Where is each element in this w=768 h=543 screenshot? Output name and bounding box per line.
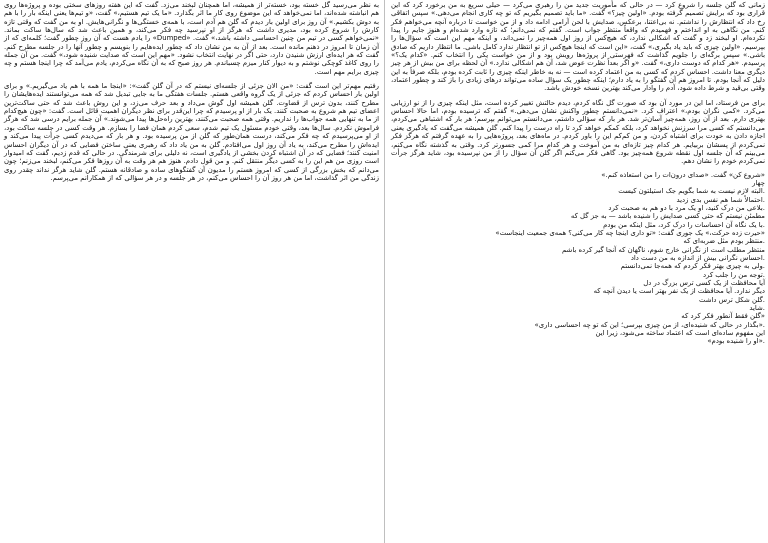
column-divider <box>384 0 385 543</box>
poem-line: .ولی به چیزی بهتر فکر کردم که همه‌جا نمی‌دانستم <box>620 262 765 271</box>
poem-line: .با یک نگاه آن احساسات را درک کرد، مثل اینکه من بودم <box>603 220 765 229</box>
poem-line: «حیرت زده حرکت،» یک جوری گفت: «تو داری اینجا چه کار می‌کنی؟ همه‌ی جمعیت اینجاست» <box>495 228 765 237</box>
poem-line: .«بگذار در حالی که شنیده‌ای، از من چیزی بپرسی؛ این که تو چه احساسی داری» <box>534 320 765 329</box>
paragraph: به نظر می‌رسید گل خسته بود، خسته‌تر از همیشه، اما همچنان لبخند می‌زد. گفت که این هفته روزهای سختی بوده و پروژه‌ها روی هم انباشته شده‌اند، اما نمی‌خواهد که این موضوع روی کار ما اثر بگذارد. «ما یک تیم هستیم،» گفت، «و تیم‌ها یعنی اینکه بار را با هم به دوش بکشیم.» آن روز برای اولین بار دیدم که گلن هم آدم است، با همه‌ی خستگی‌ها و نگرانی‌هایش. او به من گفت که وقتی تازه کارش را شروع کرده بود، مدیری داشت که هرگز از او نپرسید چه فکر می‌کند، و همین باعث شد که سال‌ها ساکت بماند. «نمی‌خواهم کسی در تیم من چنین احساسی داشته باشد،» گفت. «Dumped» را یادم هست که آن روز چطور گفت؛ کلمه‌ای که از آن زمان تا امروز در ذهنم مانده است. بعد از آن به من نشان داد که چطور ایده‌هایم را بنویسم و چطور آنها را در جلسه مطرح کنم. گفت که هر ایده‌ای ارزش شنیدن دارد، حتی اگر در نهایت انتخاب نشود. «مهم این است که صدایت شنیده شود،» گفت. من آن جمله را روی کاغذ کوچکی نوشتم و به دیوار کنار میزم چسباندم. هر روز صبح که به آن نگاه می‌کردم، یادم می‌آمد که چرا اینجا هستم و چه چیزی برایم مهم است. <box>4 1 379 76</box>
poem-line: .شاید <box>749 304 765 313</box>
poem-line: مطمئن نیستم که حتی کسی صدایش را شنیده باشد — به جز گل که <box>570 212 765 221</box>
poem-line: این مفهوم ساده‌ای است که اعتماد ساخته می‌شود، زیرا این <box>595 329 765 338</box>
paragraph: زمانی که گلن جلسه را شروع کرد — در حالی که مأموریت جدید من را رهبری می‌کرد — حیلی سریع به من برخورد کرد که این قراری بود که برایش تصمیم گرفته بودم. «اولین چیز؟» گفت. «ما باید تصمیم بگیریم که تو چه کاری انجام می‌دهی.» سپس اتفاقی رخ داد که انتظارش را نداشتم. نه بی‌اعتنا، برعکس، صدایش با لحن آرامی ادامه داد و از من خواست تا درباره آنچه می‌خواهم فکر کنم. من نگاهی به او انداختم و فهمیدم که واقعاً منتظر جواب است. گفتم که نمی‌دانم؛ که تازه وارد شده‌ام و هنوز جایم را پیدا نکرده‌ام. او لبخند زد و گفت که اشکالی ندارد، که هیچ‌کس از روز اول همه‌چیز را نمی‌داند، و اینکه مهم این است که سؤال‌ها را بپرسیم. «اولین چیزی که باید یاد بگیری،» گفت، «این است که اینجا هیچ‌کس از تو انتظار ندارد کامل باشی. ما انتظار داریم که صادق باشی.» سپس برگه‌ای را جلویم گذاشت که فهرستی از پروژه‌ها رویش بود و از من خواست یکی را انتخاب کنم. «کدام یک؟» پرسیدم. «هر کدام که دوست داری،» گفت. «و اگر بعداً نظرت عوض شد، آن هم اشکالی ندارد.» آن لحظه برای من بیش از هر چیز دیگری معنا داشت. احساس کردم که کسی به من اعتماد کرده است — نه به خاطر اینکه چیزی را ثابت کرده بودم، بلکه صرفاً به این دلیل که آنجا بودم. تا امروز هم آن گفتگو را به یاد دارم؛ اینکه چطور یک سؤال ساده می‌تواند درهای زیادی را باز کند و چطور اعتماد، وقتی بی‌قید و شرط داده شود، آدم را وادار می‌کند بهترین نسخه خودش باشد. <box>391 1 765 93</box>
paragraph: رفتیم مهم‌تر این است گفت: «من الان جزئی از جلسه‌ای نیستم که در آن گلن گفت»: «اینجا ما همه با هم یاد می‌گیریم.» و برای اولین بار احساس کردم که جزئی از یک گروه واقعی هستم. جلسات هفتگی ما به جایی تبدیل شد که همه می‌توانستند ایده‌هایشان را مطرح کنند، بدون ترس از قضاوت. گلن همیشه اول گوش می‌داد و بعد حرف می‌زد، و این روش باعث شد که حتی ساکت‌ترین اعضای تیم هم شروع به صحبت کنند. یک بار از او پرسیدم که چرا این‌قدر برای نظر دیگران اهمیت قائل است. گفت: «چون هیچ‌کدام از ما به تنهایی همه جواب‌ها را نداریم. وقتی همه صحبت می‌کنند، بهترین راه‌حل‌ها پیدا می‌شوند.» آن جمله برایم درسی شد که هرگز فراموش نکردم. سال‌ها بعد، وقتی خودم مسئول یک تیم شدم، سعی کردم همان فضا را بسازم. هر وقت کسی در جلسه ساکت بود، از او می‌پرسیدم که چه فکر می‌کند، درست همان‌طور که گلن از من پرسیده بود. و هر بار که می‌دیدم کسی جرأت پیدا می‌کند و ایده‌اش را مطرح می‌کند، به یاد آن روز اول می‌افتادم. گلن به من یاد داد که رهبری یعنی ساختن فضایی که در آن دیگران احساس امنیت کنند؛ فضایی که در آن اشتباه کردن بخشی از یادگیری است، نه دلیلی برای شرمندگی. در حالی که قدم زدیم، گفت که امیدوار است روزی من هم این را به کسی دیگر منتقل کنم. و من قول دادم. هنوز هم هر وقت به آن روزها فکر می‌کنم، لبخند می‌زنم؛ چون می‌دانم که بخش بزرگی از کسی که امروز هستم را مدیون آن گفتگوهای ساده و صادقانه هستم. گلن شاید هرگز نداند چقدر روی زندگی من اثر گذاشت، اما من هر روز آن را احساس می‌کنم، در هر جلسه و در هر سؤالی که از همکارانم می‌پرسم. <box>4 82 379 182</box>
poem-intro: «شروع کن» گفت. «صدای درون‌ات را من استعاذه کنم.» <box>601 170 765 179</box>
poem-line: دیگر ندارد. آیا محافظت از یک نفر بهتر است یا دیدن آنچه که <box>593 287 765 296</box>
poem-line: آیا محافظت از یک کسی ترس بزرگ در دل <box>643 279 765 287</box>
poem-line: منتظر مطلب است از نگرانی خارج شوم، ناگهان که آنجا گیر کرده باشم <box>561 245 765 254</box>
poem-line: .بلاعی من درک کنید، او یک مرد با دو هم به صحبت کرد <box>608 203 765 212</box>
poem-line: .احساس نگرانی بیش از اندازه به من دست داد <box>630 253 765 262</box>
poem-line: .گلن شکل ترس داشت <box>698 295 765 304</box>
poem-line: .«او را شنیده بودم» <box>707 337 765 346</box>
poem-line: .البته لازم نیست به شما بگویم جک استیلتون کیست <box>618 187 765 196</box>
paragraph: برای من فرستاد، اما این در مورد آن بود که صورت گل نگاه کردم، دیدم حالتش تغییر کرده است، مثل اینکه چیزی را از نو ارزیابی می‌کرد. «کمی نگران بودم،» اعتراف کرد. «نمی‌دانستم چطور واکنش نشان می‌دهی.» گفتم که ترسیده بودم، اما حالا احساس بهتری دارم. بعد از آن روز، همه‌چیز آسان‌تر شد. هر بار که سؤالی داشتم، می‌دانستم می‌توانم بپرسم؛ هر بار که اشتباهی می‌کردم، می‌دانستم که کسی مرا سرزنش نخواهد کرد، بلکه کمکم خواهد کرد تا راه درست را پیدا کنم. گلن همیشه می‌گفت که یادگیری یعنی اجازه دادن به خودت برای اشتباه کردن، و من کم‌کم این را باور کردم. در ماه‌های بعد، پروژه‌هایی را به عهده گرفتم که هرگز فکر نمی‌کردم از پسشان بربیایم. هر کدام چیز تازه‌ای به من آموخت و هر کدام مرا کمی جسورتر کرد. وقتی به گذشته نگاه می‌کنم، می‌بینم که آن جلسه اول نقطه شروع همه‌چیز بود. گاهی فکر می‌کنم اگر گلن آن سؤال را از من نپرسیده بود، شاید هرگز جرأت نمی‌کردم خودم را نشان دهم. <box>391 98 765 166</box>
poem-line: .توجه من را جلب کرد <box>702 270 765 279</box>
poem-line: .منتظر بودم مثل ضربه‌ای که <box>683 237 765 246</box>
poem-line: «گلن فقط آنطور فکر کرد که <box>681 312 765 321</box>
right-column <box>385 0 768 543</box>
poem-line: .احتمالاً شما هم نفس بدی زدید <box>676 195 765 204</box>
poem-block <box>391 179 765 346</box>
poem-line: چهار <box>752 178 765 187</box>
